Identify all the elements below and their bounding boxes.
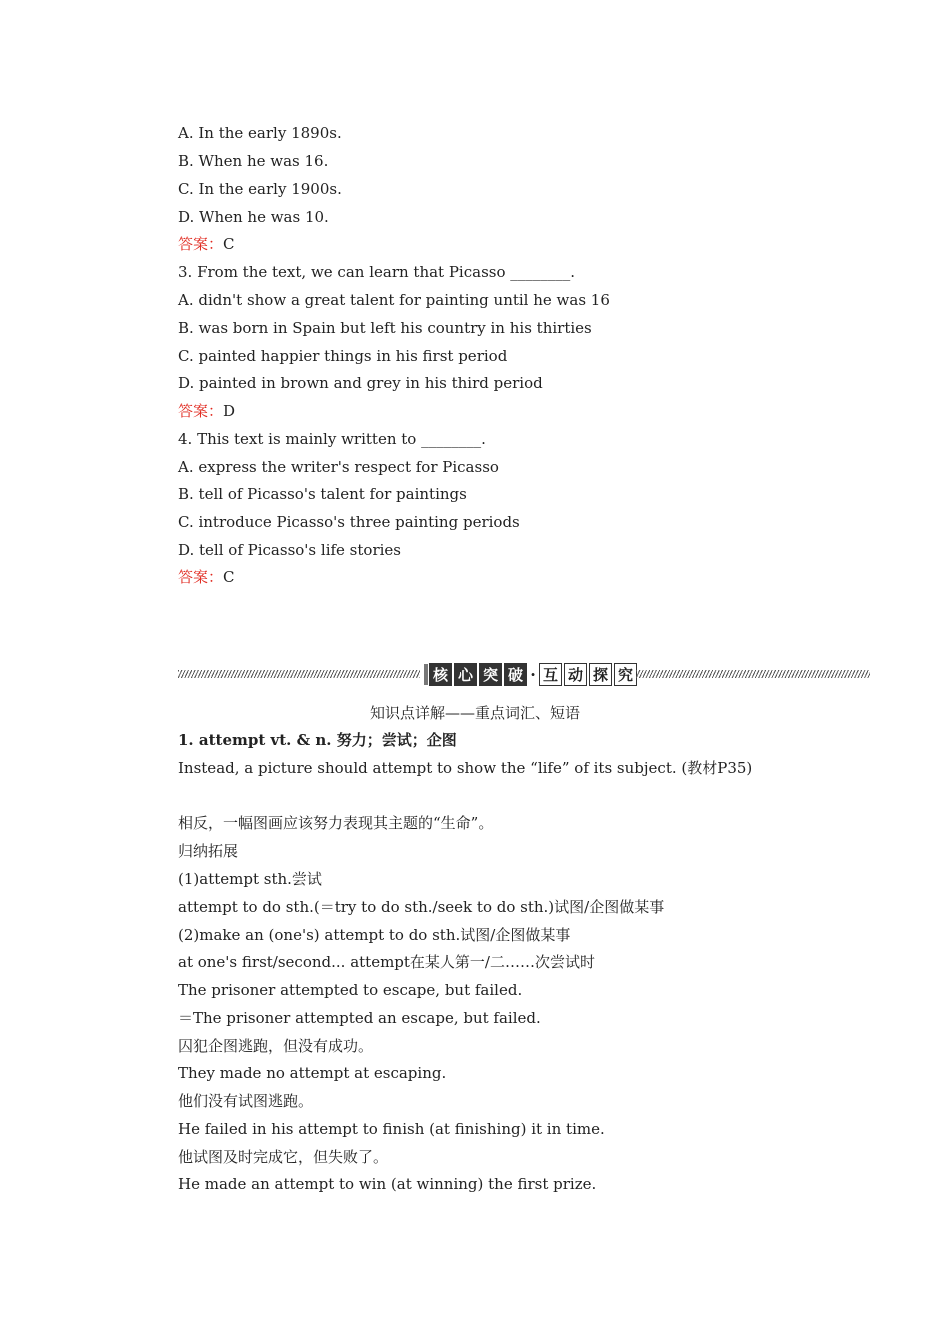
q4-option-d: D. tell of Picasso's life stories (178, 541, 401, 559)
section-banner (178, 660, 870, 688)
q4-answer (178, 567, 235, 587)
banner-char: 动 (564, 663, 587, 686)
vocab-line: He failed in his attempt to finish (at finishing) it in time. (178, 1120, 605, 1138)
vocab-line: at one's first/second... attempt在某人第一/二……次尝试时 (178, 953, 595, 971)
banner-hatch-left (178, 670, 420, 678)
vocab-line: He made an attempt to win (at winning) the first prize. (178, 1175, 597, 1193)
q4-option-b: B. tell of Picasso's talent for paintings (178, 485, 467, 503)
q4-option-a: A. express the writer's respect for Picasso (178, 458, 499, 476)
q4-stem: 4. This text is mainly written to ________. (178, 430, 486, 448)
expand-heading: 归纳拓展 (178, 842, 239, 860)
banner-lead-mark (424, 664, 428, 685)
banner-char: 互 (539, 663, 562, 686)
banner-char: 突 (479, 663, 502, 686)
q2-answer (178, 234, 235, 254)
vocab-line: They made no attempt at escaping. (178, 1064, 447, 1082)
answer-label: 答案： (178, 235, 224, 253)
answer-value: C (223, 235, 235, 253)
q3-answer (178, 401, 235, 421)
vocab-line: (2)make an (one's) attempt to do sth.试图/企图做某事 (178, 926, 571, 944)
vocab-example-translation: 相反，一幅图画应该努力表现其主题的“生命”。 (178, 814, 494, 832)
q2-option-b: B. When he was 16. (178, 152, 329, 170)
vocab-heading: 1. attempt vt. & n. 努力；尝试；企图 (178, 731, 457, 749)
vocab-line: attempt to do sth.(＝try to do sth./seek to do sth.)试图/企图做某事 (178, 898, 665, 916)
vocab-example: Instead, a picture should attempt to show the “life” of its subject. (教材P35) (178, 759, 753, 777)
q2-option-a: A. In the early 1890s. (178, 124, 342, 142)
answer-value: C (223, 568, 235, 586)
banner-char: 探 (589, 663, 612, 686)
q3-option-c: C. painted happier things in his first period (178, 347, 508, 365)
q3-stem: 3. From the text, we can learn that Picasso ________. (178, 263, 576, 281)
q4-option-c: C. introduce Picasso's three painting periods (178, 513, 520, 531)
vocab-line: 他们没有试图逃跑。 (178, 1092, 314, 1110)
banner-char: 究 (614, 663, 637, 686)
banner-title (424, 660, 639, 688)
answer-label: 答案： (178, 402, 224, 420)
vocab-line: (1)attempt sth.尝试 (178, 870, 322, 888)
vocab-line: 他试图及时完成它，但失败了。 (178, 1148, 389, 1166)
banner-char: 破 (504, 663, 527, 686)
banner-hatch-right (636, 670, 870, 678)
vocab-line: ＝The prisoner attempted an escape, but failed. (178, 1009, 541, 1027)
q3-option-b: B. was born in Spain but left his country in his thirties (178, 319, 592, 337)
answer-value: D (223, 402, 236, 420)
q2-option-c: C. In the early 1900s. (178, 180, 342, 198)
vocab-line: 囚犯企图逃跑，但没有成功。 (178, 1037, 374, 1055)
banner-char: 心 (454, 663, 477, 686)
section-title: 知识点详解——重点词汇、短语 (369, 704, 580, 722)
q2-option-d: D. When he was 10. (178, 208, 329, 226)
q3-option-d: D. painted in brown and grey in his third period (178, 374, 543, 392)
banner-char: 核 (429, 663, 452, 686)
banner-separator: · (530, 664, 536, 684)
vocab-line: The prisoner attempted to escape, but failed. (178, 981, 523, 999)
q3-option-a: A. didn't show a great talent for painting until he was 16 (178, 291, 610, 309)
answer-label: 答案： (178, 568, 224, 586)
